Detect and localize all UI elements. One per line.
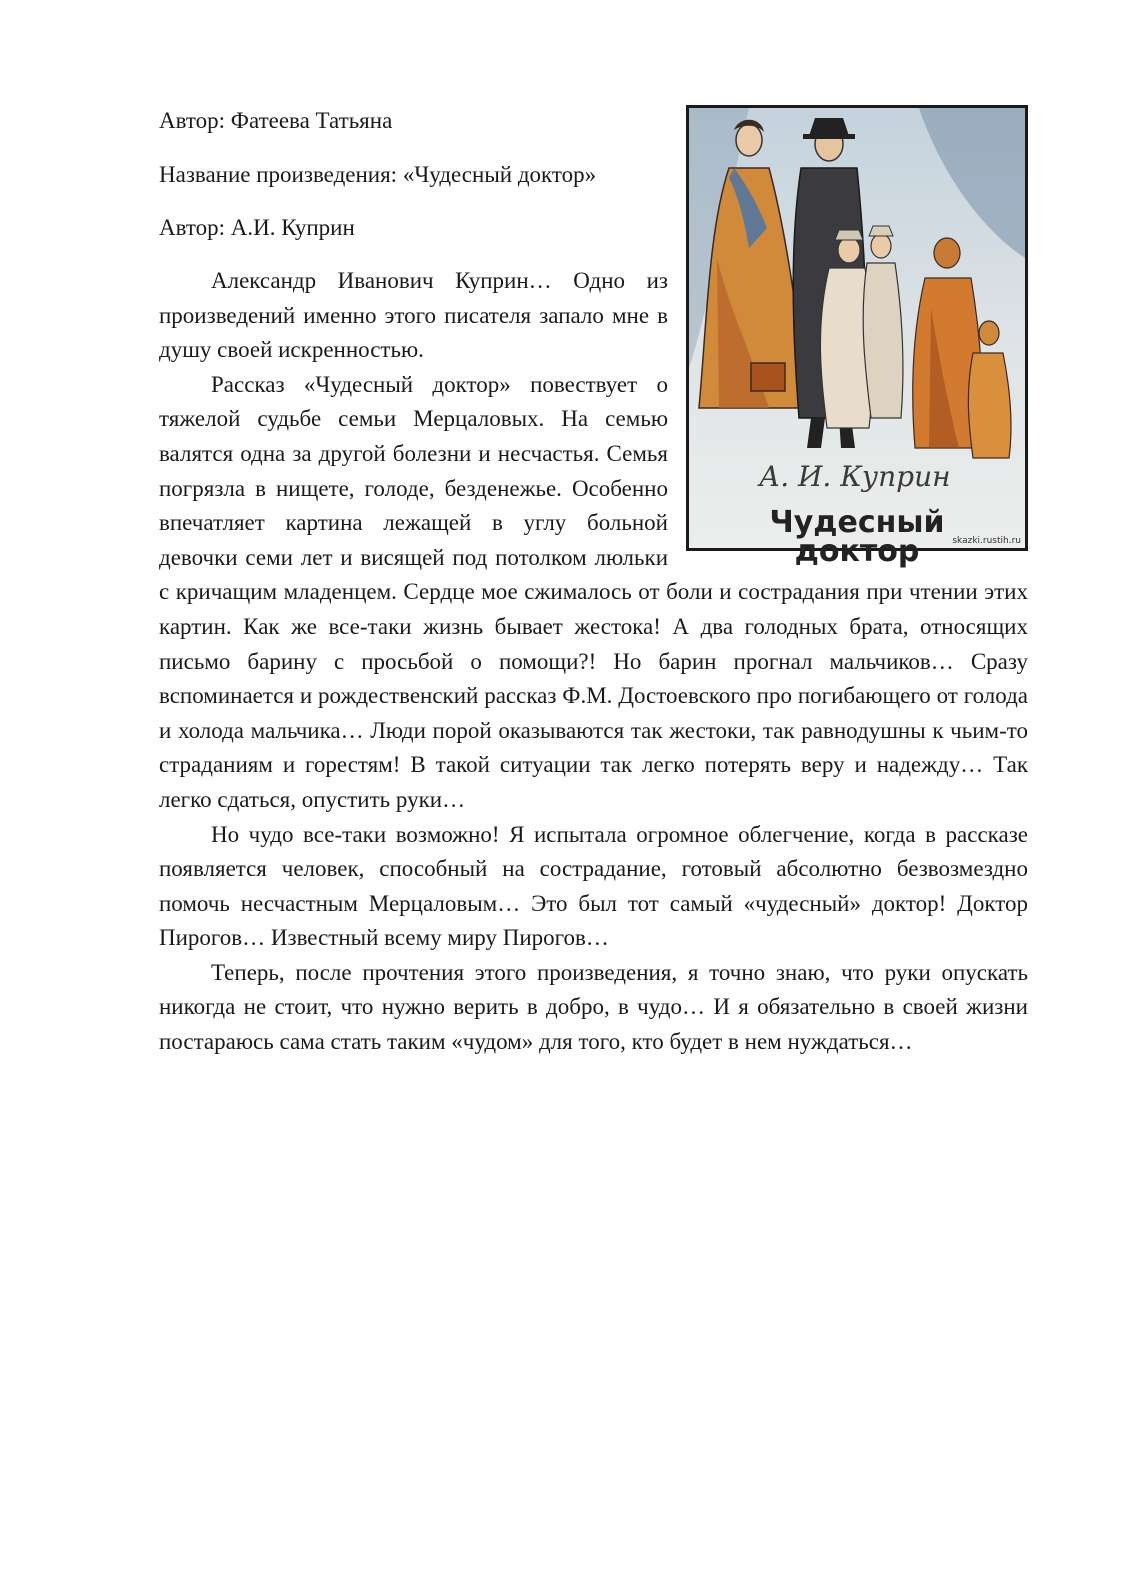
essay-body <box>159 264 1028 1060</box>
work-title-line: Название произведения: «Чудесный доктор» <box>159 162 597 187</box>
essay-paragraph: Александр Иванович Куприн… Одно из произведений именно этого писателя запало мне в душу своей искренностью. <box>159 268 668 363</box>
cover-watermark: skazki.rustih.ru <box>952 536 1021 546</box>
essay-author-line: Автор: Фатеева Татьяна <box>159 108 393 133</box>
cover-title-line-1: Чудесный <box>769 505 945 540</box>
work-author-line: Автор: А.И. Куприн <box>159 215 355 240</box>
cover-title-line-2: доктор <box>794 534 920 569</box>
essay-paragraph: Рассказ «Чудесный доктор» повествует о тяжелой судьбе семьи Мерцаловых. На семью валятся одна за другой болезни и несчастья. Семья погрязла в нищете, голоде, безденежье. Особенно впечатляет картина лежащей в углу больной девочки семи лет и висящей под потолком люльки с кричащим младенцем. Сердце мое сжималось от боли и сострадания при чтении этих картин. Как же все-таки жизнь бывает жестока! А два голодных брата, относящих письмо барину с просьбой о помощи?! Но барин прогнал мальчиков… Сразу вспоминается и рождественский рассказ Ф.М. Достоевского про погибающего от голода и холода мальчика… Люди порой оказываются так жестоки, так равнодушны к чьим-то страданиям и горестям! В такой ситуации так легко потерять веру и надежду… Так легко сдаться, опустить руки… <box>159 371 1028 812</box>
cover-author: А. И. Куприн <box>759 460 951 493</box>
book-cover-image <box>686 105 1028 569</box>
essay-paragraph: Теперь, после прочтения этого произведения, я точно знаю, что руки опускать никогда не стоит, что нужно верить в добро, в чудо… И я обязательно в своей жизни постараюсь сама стать таким «чудом» для того, кто будет в нем нуждаться… <box>159 959 1028 1055</box>
essay-paragraph: Но чудо все-таки возможно! Я испытала огромное облегчение, когда в рассказе появляется человек, способный на сострадание, готовый абсолютно безвозмездно помочь несчастным Мерцаловым… Это был тот самый «чудесный» доктор! Доктор Пирогов… Известный всему миру Пирогов… <box>159 821 1028 951</box>
